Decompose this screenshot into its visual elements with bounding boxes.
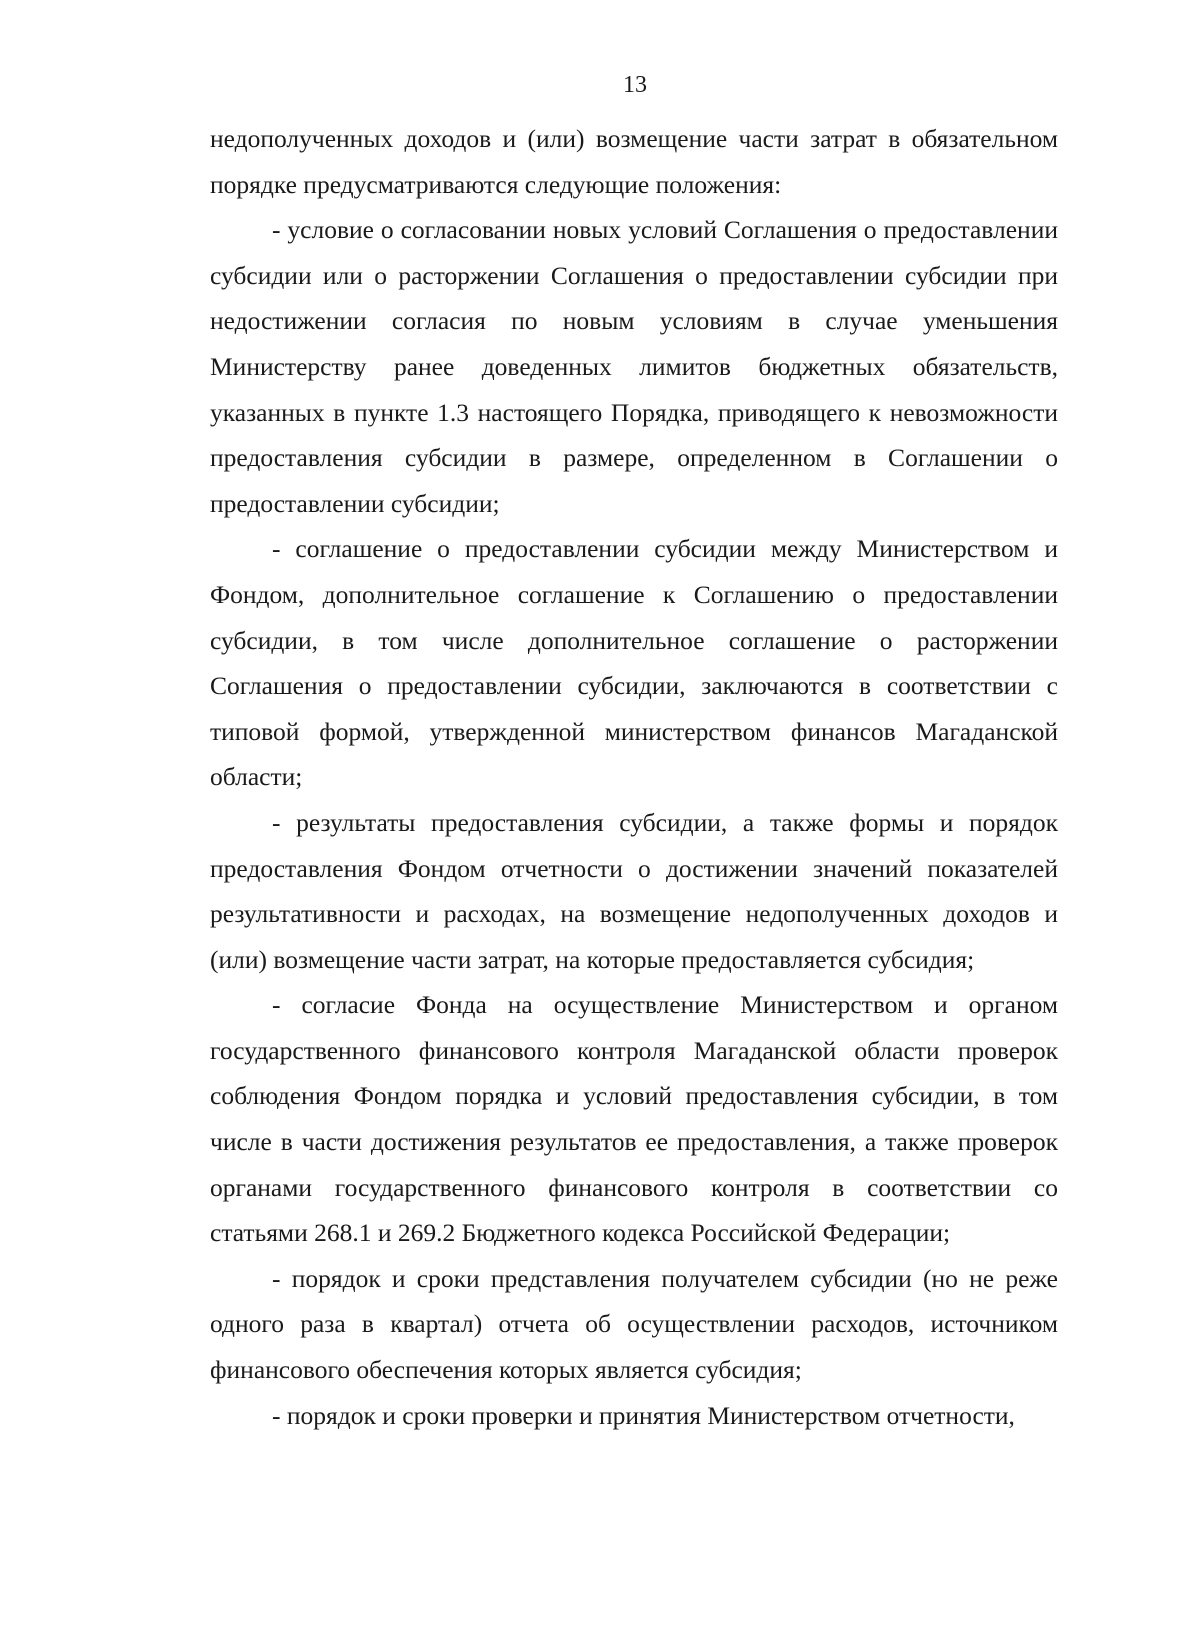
paragraph-report-deadlines: - порядок и сроки представления получателем субсидии (но не реже одного раза в квартал) отчета об осуществлении расходов, источником финансового обеспечения которых является субсидия;	[210, 1263, 1058, 1385]
page-number: 13	[623, 72, 647, 98]
paragraph-results-reporting: - результаты предоставления субсидии, а также формы и порядок предоставления Фондом отчетности о достижении значений показателей результативности и расходах, на возмещение недополученных доходов и (или) возмещение части затрат, на которые предоставляется субсидия;	[210, 807, 1058, 974]
paragraph-intro-continuation: недополученных доходов и (или) возмещение части затрат в обязательном порядке предусматриваются следующие положения:	[210, 124, 1058, 199]
paragraph-condition-agreement: - условие о согласовании новых условий Соглашения о предоставлении субсидии или о расторжении Соглашения о предоставлении субсидии при недостижении согласия по новым условиям в случае уменьшения Министерству ранее доведенных лимитов бюджетных обязательств, указанных в пункте 1.3 настоящего Порядка, приводящего к невозможности предоставления субсидии в размере, определенном в Соглашении о предоставлении субсидии;	[210, 215, 1058, 518]
paragraph-report-verification: - порядок и сроки проверки и принятия Министерством отчетности,	[272, 1400, 1015, 1430]
paragraph-subsidy-agreement: - соглашение о предоставлении субсидии между Министерством и Фондом, дополнительное соглашение к Соглашению о предоставлении субсидии, в том числе дополнительное соглашение о расторжении Соглашения о предоставлении субсидии, заключаются в соответствии с типовой формой, утвержденной министерством финансов Магаданской области;	[210, 534, 1058, 792]
paragraph-audit-consent: - согласие Фонда на осуществление Министерством и органом государственного финансового контроля Магаданской области проверок соблюдения Фондом порядка и условий предоставления субсидии, в том числе в части достижения результатов ее предоставления, а также проверок органами государственного финансового контроля в соответствии со статьями 268.1 и 269.2 Бюджетного кодекса Российской Федерации;	[210, 990, 1058, 1248]
document-body	[210, 116, 1058, 1438]
